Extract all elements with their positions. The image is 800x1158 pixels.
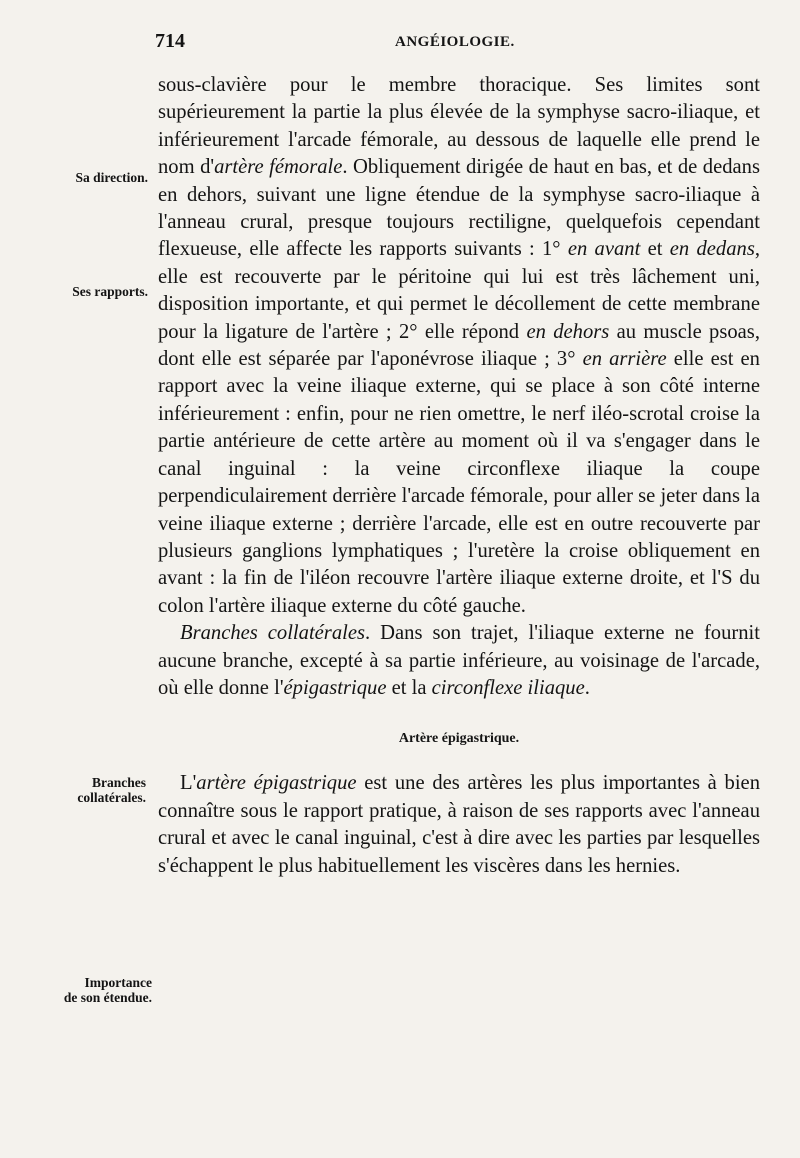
paragraph-collateral-branches	[158, 620, 760, 702]
text-italic: en dedans	[669, 238, 755, 261]
margin-note-branches-line2: collatérales.	[77, 790, 146, 805]
text-italic: épigastrique	[283, 676, 387, 699]
text-italic: en avant	[567, 238, 641, 261]
text-run: au muscle psoas, dont elle est séparée par l'aponévrose iliaque ; 3°	[158, 320, 760, 371]
margin-note-importance	[12, 975, 152, 1005]
margin-note-direction-text: Sa direction.	[75, 170, 148, 185]
text-italic: Branches collatérales	[180, 622, 365, 645]
margin-note-rapports-text: Ses rapports.	[72, 284, 148, 299]
margin-note-importance-line1: Importance	[84, 975, 152, 990]
text-run: elle est en rapport avec la veine iliaque externe, qui se place à son côté interne inférieurement : enfin, pour ne rien omettre, le nerf iléo-scrotal croise la partie antérieure de cette artère au moment où il va s'engager dans le canal inguinal : la veine circonflexe iliaque la coupe perpendiculairement derrière l'arcade fémorale, pour aller se jeter dans la veine iliaque externe ; derrière l'arcade, elle est en outre recouverte par plusieurs ganglions lymphatiques ; l'uretère la croise obliquement en avant : la fin de l'iléon recouvre l'artère iliaque externe droite, et l'S du colon l'artère iliaque externe du côté gauche.	[158, 348, 760, 617]
text-run: et	[640, 238, 670, 261]
text-run: . Dans son trajet, l'iliaque externe ne fournit aucune branche, excepté à sa partie inférieure, au voisinage de l'arcade, où elle donne l'	[158, 622, 761, 699]
margin-note-direction	[8, 170, 148, 185]
page-number: 714	[155, 30, 185, 52]
text-run: est une des artères les plus importantes à bien connaître sous le rapport pratique, à raison de ses rapports avec l'anneau crural et avec le canal inguinal, c'est à dire avec les parties par lesquelles s'échappent le plus habituellement les viscères dans les hernies.	[158, 772, 760, 877]
section-title: Artère épigastrique.	[398, 731, 520, 747]
page-header	[155, 30, 755, 60]
paragraph-iliac-artery	[158, 72, 760, 620]
text-run: et la	[386, 676, 432, 699]
text-italic: circonflexe iliaque	[431, 676, 585, 699]
margin-note-branches	[6, 775, 146, 805]
paragraph-epigastric-artery	[158, 770, 760, 880]
margin-note-importance-line2: de son étendue.	[63, 990, 152, 1005]
text-italic: en dehors	[526, 320, 610, 343]
text-italic: artère fémorale	[214, 156, 343, 179]
text-run: L'	[180, 772, 197, 795]
text-run: sous-clavière pour le membre thoracique. Ses limites sont supérieurement la partie la plus élevée de la symphyse sacro-iliaque, et inférieurement l'arcade fémorale, au dessous de laquelle elle prend le nom d'	[158, 74, 760, 179]
text-run: . Obliquement dirigée de haut en bas, et de dedans en dehors, suivant une ligne étendue de la symphyse sacro-iliaque à l'anneau crural, presque toujours rectiligne, quelquefois cependant flexueuse, elle affecte les rapports suivants : 1°	[158, 156, 760, 261]
text-run: .	[584, 676, 590, 699]
margin-note-branches-line1: Branches	[92, 775, 146, 790]
margin-note-rapports	[8, 284, 148, 299]
running-title: ANGÉIOLOGIE.	[395, 34, 515, 50]
text-italic: en arrière	[582, 348, 667, 371]
body-text	[158, 72, 760, 880]
text-run: , elle est recouverte par le péritoine qui lui est très lâchement uni, disposition importante, et qui permet le décollement de cette membrane pour la ligature de l'artère ; 2° elle répond	[158, 238, 760, 343]
text-italic: artère épigastrique	[196, 772, 357, 795]
